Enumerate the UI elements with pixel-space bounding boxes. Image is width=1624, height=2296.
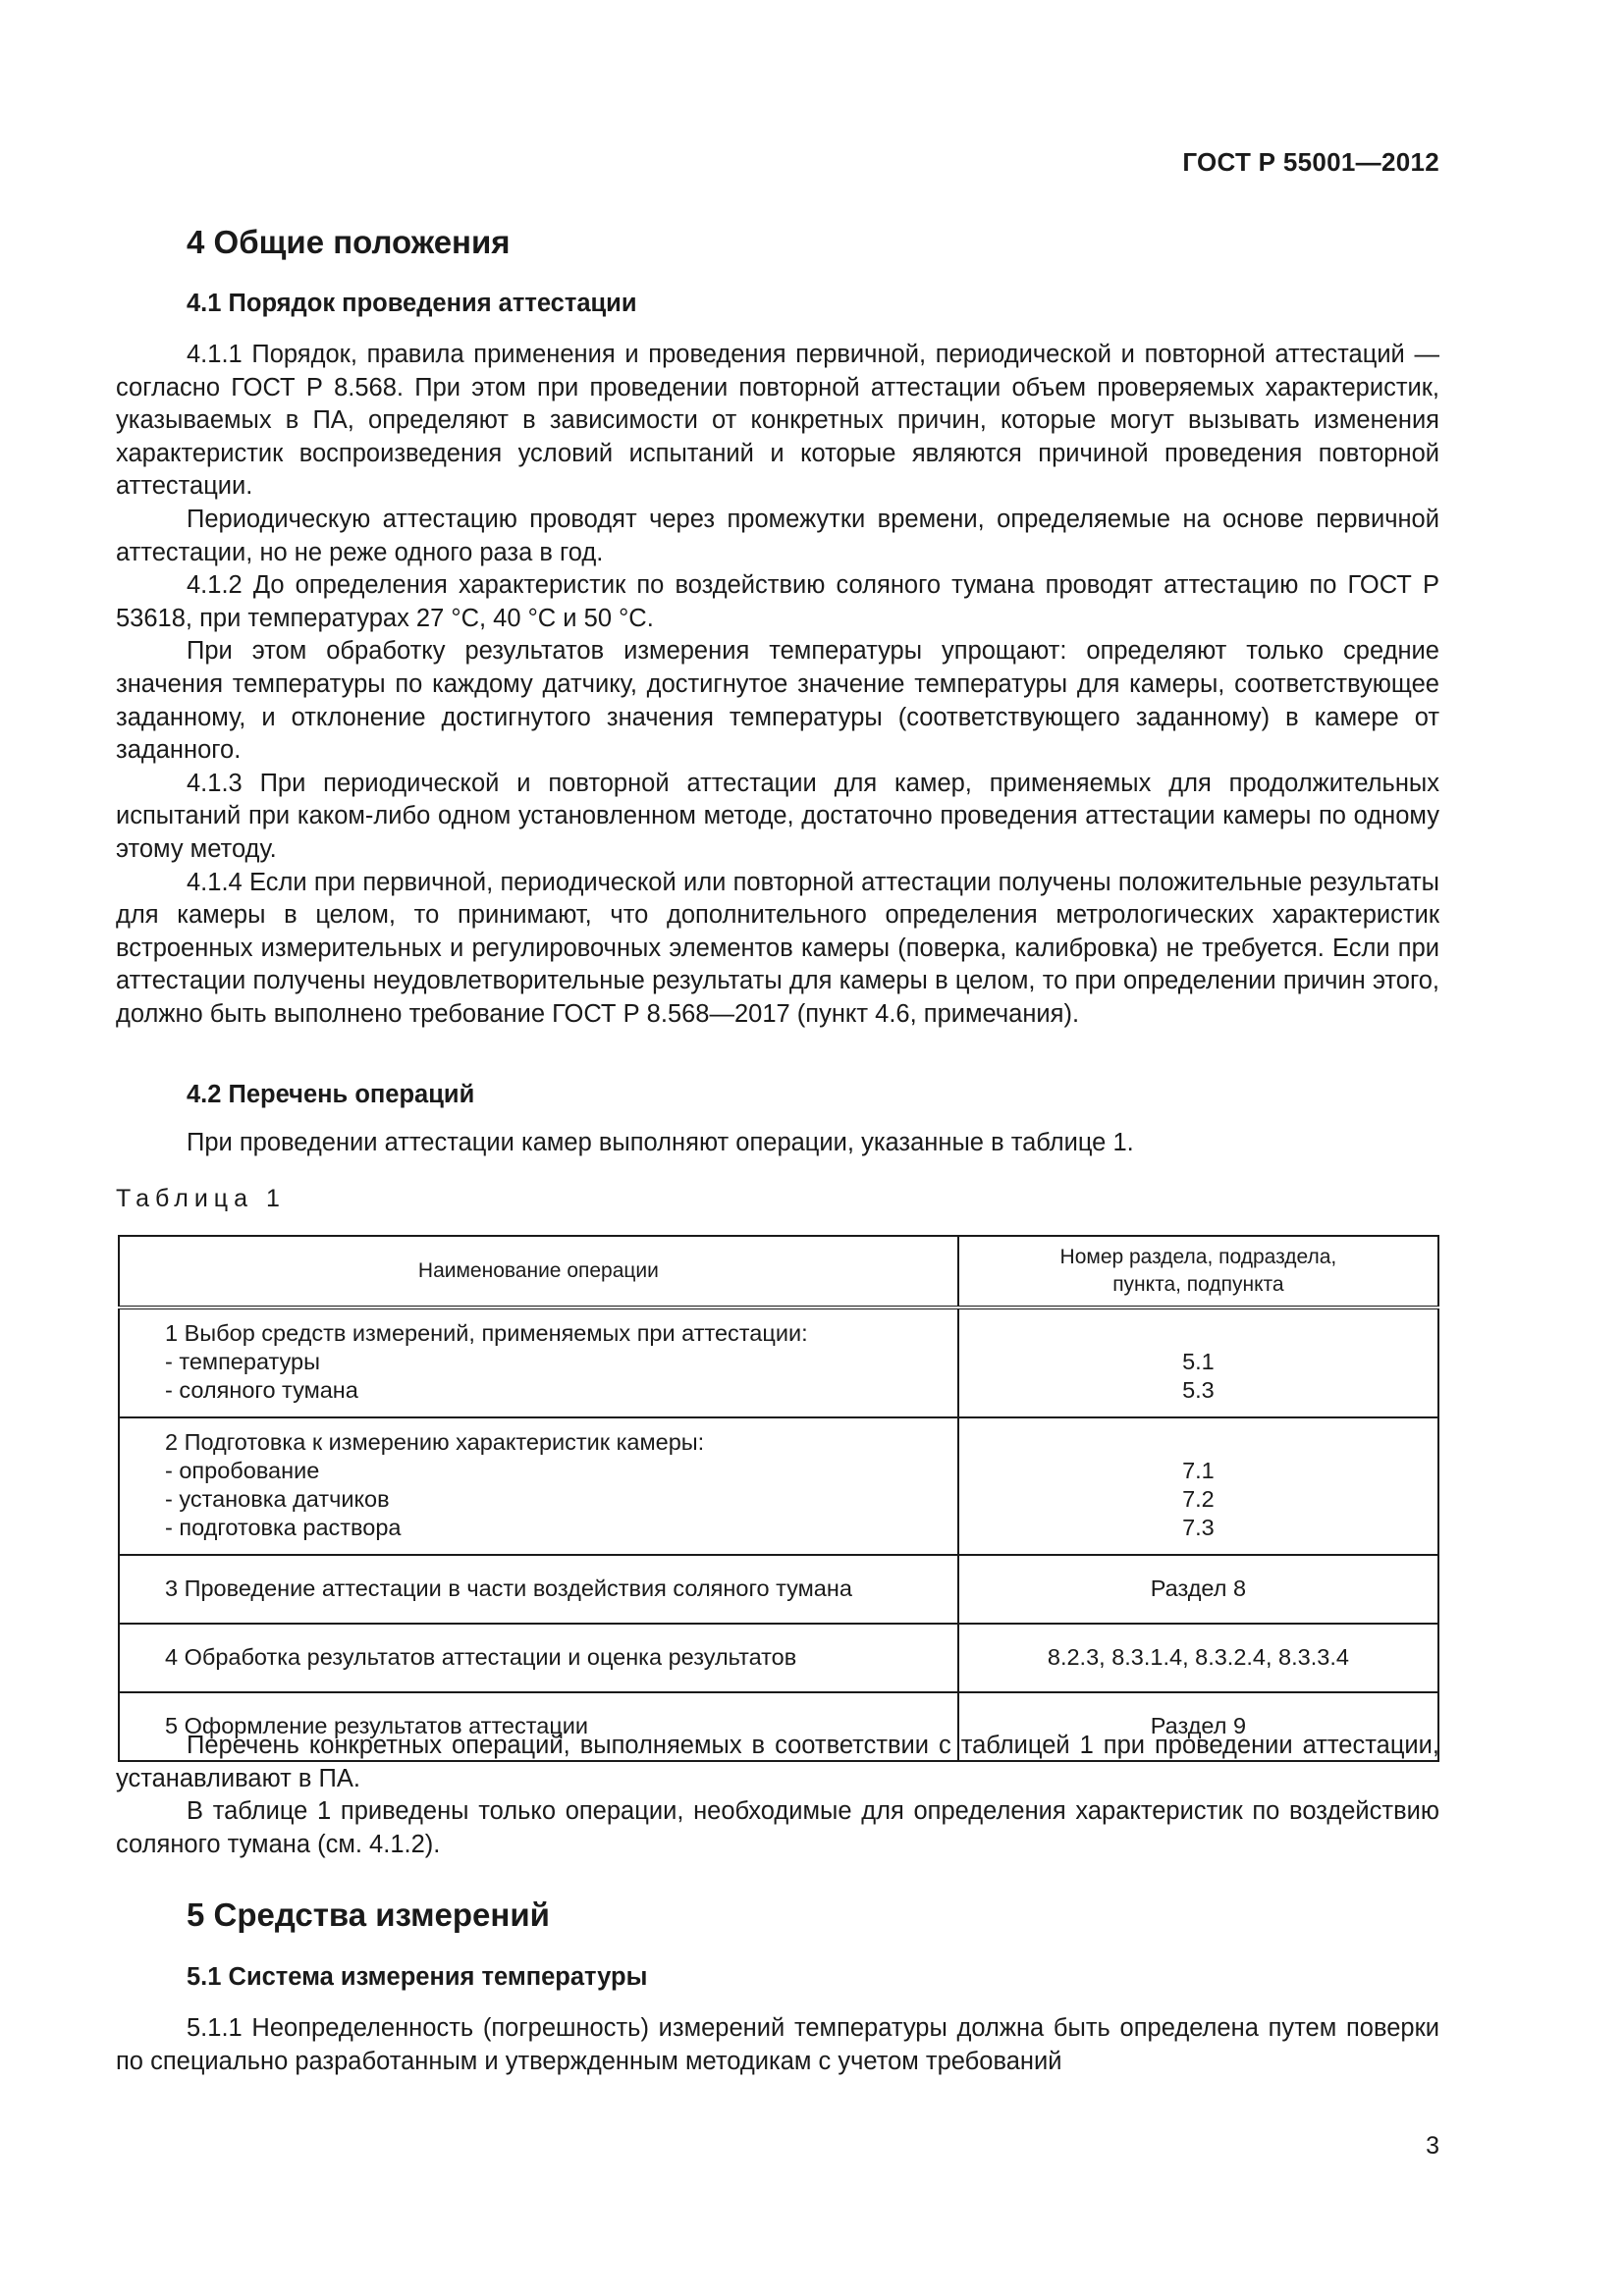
row-2-refs — [958, 1417, 1438, 1555]
row-1-ref-2: 5.3 — [1182, 1377, 1215, 1403]
paragraph-4-1-2: 4.1.2 До определения характеристик по воздействию соляного тумана проводят аттестацию по ГОСТ Р 53618, при температурах 27 °С, 40 °С и 50 °С. — [116, 571, 1439, 632]
header-section-number — [958, 1236, 1438, 1308]
header-operation-name: Наименование операции — [119, 1236, 958, 1308]
table-row — [119, 1555, 1438, 1624]
paragraph-table-note: В таблице 1 приведены только операции, необходимые для определения характеристик по воздействию соляного тумана (см. 4.1.2). — [116, 1797, 1439, 1858]
subsection-4-1-title: 4.1 Порядок проведения аттестации — [187, 290, 637, 317]
section-4-title: 4 Общие положения — [187, 224, 511, 260]
row-1-ref-1: 5.1 — [1182, 1349, 1215, 1374]
table-row — [119, 1417, 1438, 1555]
paragraph-periodic: Периодическую аттестацию проводят через промежутки времени, определяемые на основе первичной аттестации, но не реже одного раза в год. — [116, 505, 1439, 566]
row-5-ref: Раздел 9 — [958, 1692, 1438, 1761]
section-5-title: 5 Средства измерений — [187, 1896, 550, 1933]
row-2-sub-3: - подготовка раствора — [165, 1515, 402, 1540]
row-5-name: 5 Оформление результатов аттестации — [119, 1692, 958, 1761]
subsection-4-2-title: 4.2 Перечень операций — [187, 1081, 475, 1108]
row-3-name: 3 Проведение аттестации в части воздействия соляного тумана — [119, 1555, 958, 1624]
paragraph-4-1-4: 4.1.4 Если при первичной, периодической или повторной аттестации получены положительные результаты для камеры в целом, то принимают, что дополнительного определения метрологических характеристик встроенных измерительных и регулировочных элементов камеры (поверка, калибровка) не требуется. Если при аттестации получены неудовлетворительные результаты для камеры в целом, то при определении причин этого, должно быть выполнено требование ГОСТ Р 8.568—2017 (пункт 4.6, примечания). — [116, 868, 1439, 1028]
table-row — [119, 1624, 1438, 1692]
row-2-name — [119, 1417, 958, 1555]
row-2-ref-1: 7.1 — [1182, 1458, 1215, 1483]
document-page — [116, 0, 1439, 2296]
row-2-ref-3: 7.3 — [1182, 1515, 1215, 1540]
row-2-ref-2: 7.2 — [1182, 1486, 1215, 1512]
row-4-name: 4 Обработка результатов аттестации и оценка результатов — [119, 1624, 958, 1692]
row-3-ref: Раздел 8 — [958, 1555, 1438, 1624]
operations-table — [118, 1235, 1439, 1762]
row-2-sub-2: - установка датчиков — [165, 1486, 390, 1512]
section-4-2-intro — [116, 1127, 1439, 1160]
row-1-sub-1: - температуры — [165, 1349, 320, 1374]
page-number: 3 — [1426, 2132, 1439, 2160]
section-5-1-body — [116, 2012, 1439, 2078]
subsection-5-1-title: 5.1 Система измерения температуры — [187, 1963, 648, 1991]
header-section-number-text: Номер раздела, подраздела, пункта, подпункта — [1059, 1246, 1337, 1296]
paragraph-5-1-1: 5.1.1 Неопределенность (погрешность) измерений температуры должна быть определена путем поверки по специально разработанным и утвержденным методикам с учетом требований — [116, 2014, 1439, 2075]
paragraph-4-1-3: 4.1.3 При периодической и повторной аттестации для камер, применяемых для продолжительных испытаний при каком-либо одном установленном методе, достаточно проведения аттестации камеры по одному этому методу. — [116, 769, 1439, 863]
document-header: ГОСТ Р 55001—2012 — [1182, 147, 1439, 177]
table-caption: Таблица 1 — [116, 1185, 286, 1212]
table-header-row — [119, 1236, 1438, 1308]
paragraph-processing: При этом обработку результатов измерения температуры упрощают: определяют только средние значения температуры по каждому датчику, достигнутое значение температуры для камеры, соответствующее заданному, и отклонение достигнутого значения температуры (соответствующего заданному) в камере от заданного. — [116, 637, 1439, 765]
row-1-title: 1 Выбор средств измерений, применяемых при аттестации: — [165, 1320, 808, 1346]
row-2-sub-1: - опробование — [165, 1458, 320, 1483]
row-4-ref: 8.2.3, 8.3.1.4, 8.3.2.4, 8.3.3.4 — [958, 1624, 1438, 1692]
row-2-title: 2 Подготовка к измерению характеристик камеры: — [165, 1429, 705, 1455]
row-1-refs — [958, 1308, 1438, 1417]
section-4-2-after-table — [116, 1730, 1439, 1861]
section-4-1-body — [116, 339, 1439, 1031]
paragraph-4-2-intro: При проведении аттестации камер выполняют операции, указанные в таблице 1. — [187, 1129, 1134, 1156]
paragraph-operations-list: Перечень конкретных операций, выполняемых в соответствии с таблицей 1 при проведении аттестации, устанавливают в ПА. — [116, 1732, 1439, 1792]
row-1-name — [119, 1308, 958, 1417]
paragraph-4-1-1: 4.1.1 Порядок, правила применения и проведения первичной, периодической и повторной аттестаций — согласно ГОСТ Р 8.568. При этом при проведении повторной аттестации объем проверяемых характеристик, указываемых в ПА, определяют в зависимости от конкретных причин, которые могут вызывать изменения характеристик воспроизведения условий испытаний и которые являются причиной проведения повторной аттестации. — [116, 341, 1439, 501]
row-1-sub-2: - соляного тумана — [165, 1377, 358, 1403]
table-row — [119, 1308, 1438, 1417]
